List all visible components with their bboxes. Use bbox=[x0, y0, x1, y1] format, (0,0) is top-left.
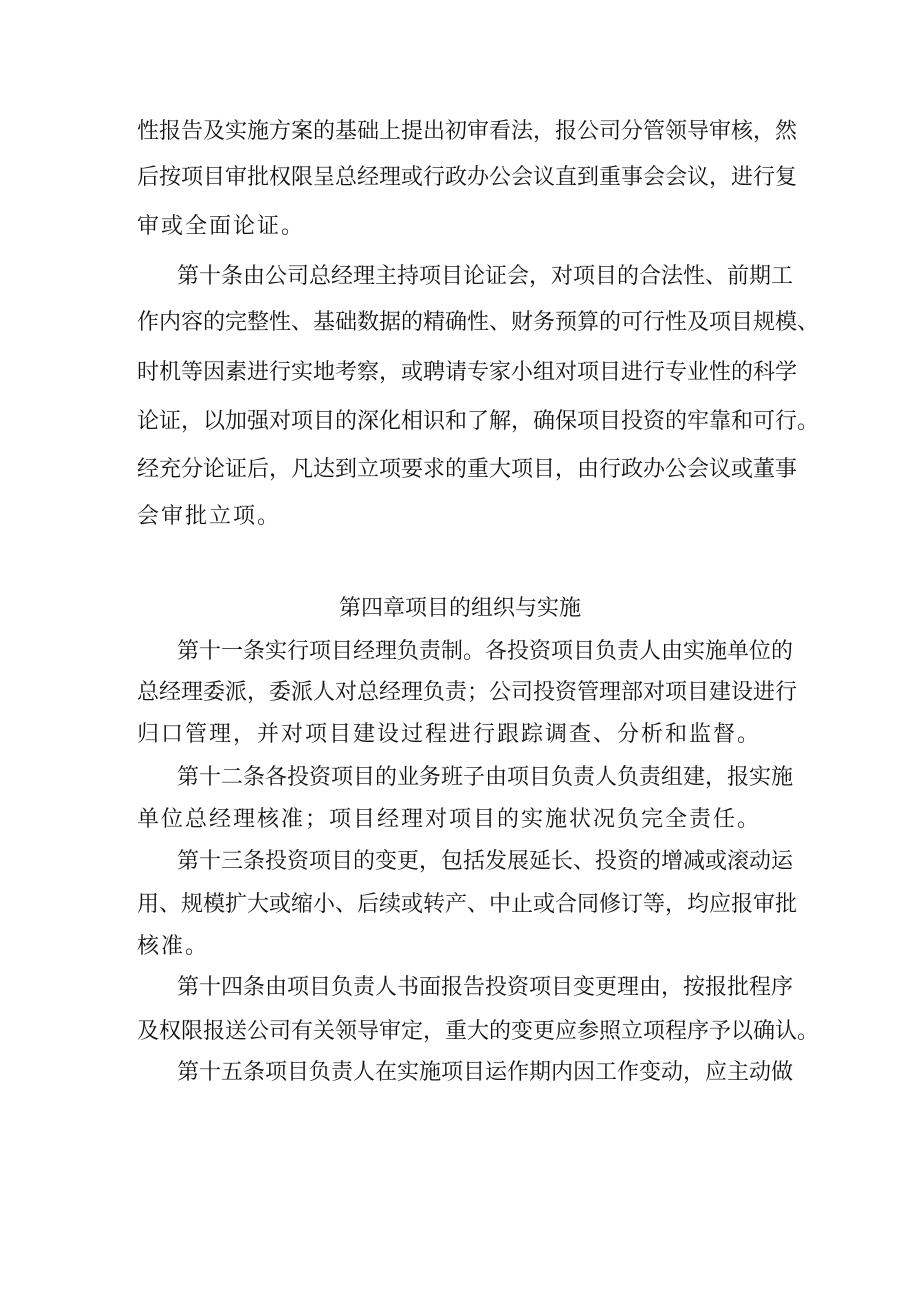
paragraph-line: 第十五条项目负责人在实施项目运作期内因工作变动，应主动做 bbox=[177, 1060, 794, 1085]
paragraph-line: 第十三条投资项目的变更，包括发展延长、投资的增减或滚动运 bbox=[177, 849, 794, 874]
chapter-heading: 第四章项目的组织与实施 bbox=[338, 596, 581, 621]
paragraph-line: 经充分论证后，凡达到立项要求的重大项目，由行政办公会议或董事 bbox=[137, 457, 798, 482]
paragraph-line: 审或全面论证。 bbox=[137, 214, 306, 239]
paragraph-line: 第十四条由项目负责人书面报告投资项目变更理由，按报批程序 bbox=[177, 975, 794, 1000]
paragraph-line: 用、规模扩大或缩小、后续或转产、中止或合同修订等，均应报审批 bbox=[137, 892, 798, 917]
paragraph-line: 第十一条实行项目经理负责制。各投资项目负责人由实施单位的 bbox=[177, 639, 794, 664]
paragraph-line: 后按项目审批权限呈总经理或行政办公会议直到重事会会议，进行复 bbox=[137, 165, 798, 190]
paragraph-line: 第十条由公司总经理主持项目论证会，对项目的合法性、前期工 bbox=[177, 264, 794, 289]
paragraph-line: 核准。 bbox=[137, 934, 210, 959]
paragraph-line: 作内容的完整性、基础数据的精确性、财务预算的可行性及项目规模、 bbox=[137, 310, 820, 335]
paragraph-line: 会审批立项。 bbox=[137, 504, 282, 529]
paragraph-line: 归口管理，并对项目建设过程进行跟踪调查、分析和监督。 bbox=[137, 722, 762, 747]
paragraph-line: 单位总经理核准；项目经理对项目的实施状况负完全责任。 bbox=[137, 807, 762, 832]
paragraph-line: 时机等因素进行实地考察，或聘请专家小组对项目进行专业性的科学 bbox=[137, 360, 798, 385]
paragraph-line: 性报告及实施方案的基础上提出初审看法，报公司分管领导审核，然 bbox=[137, 119, 798, 144]
paragraph-line: 第十二条各投资项目的业务班子由项目负责人负责组建，报实施 bbox=[177, 765, 794, 790]
paragraph-line: 及权限报送公司有关领导审定，重大的变更应参照立项程序予以确认。 bbox=[137, 1019, 820, 1044]
paragraph-line: 论证，以加强对项目的深化相识和了解，确保项目投资的牢靠和可行。 bbox=[137, 409, 820, 434]
paragraph-line: 总经理委派，委派人对总经理负责；公司投资管理部对项目建设进行 bbox=[137, 680, 798, 705]
